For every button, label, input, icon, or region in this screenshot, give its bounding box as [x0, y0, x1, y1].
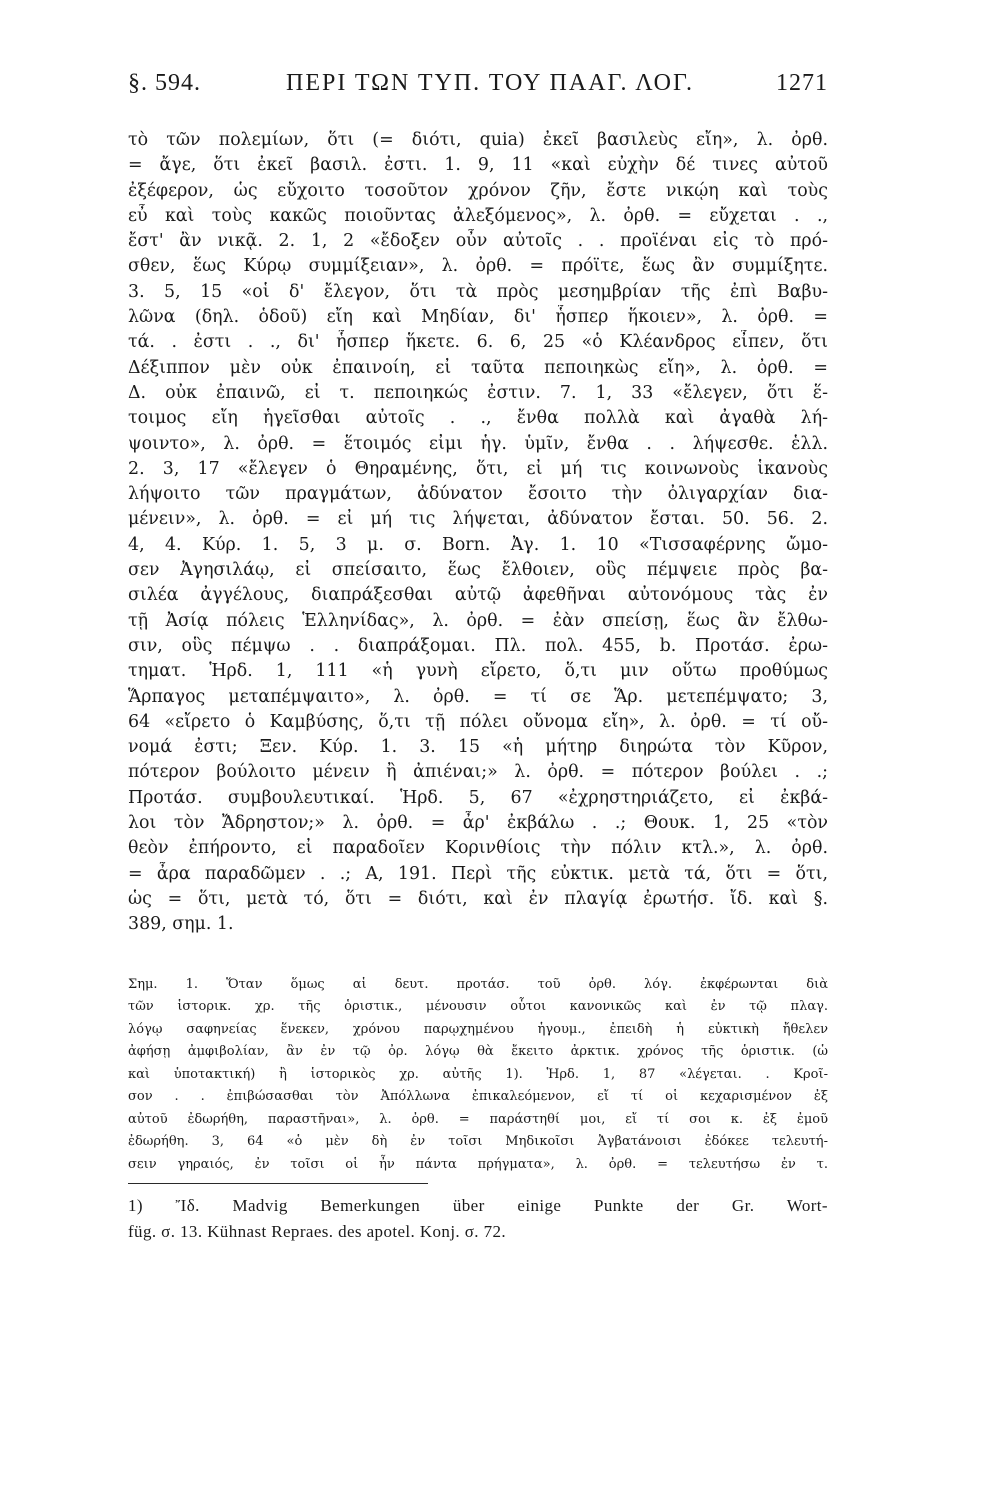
- text-line: 64 «εἴρετο ὁ Καμβύσης, ὅ,τι τῇ πόλει οὔνομα εἴη», λ. ὀρθ. = τί οὔ-: [128, 711, 828, 732]
- text-line: 4, 4. Κύρ. 1. 5, 3 μ. σ. Born. Ἀγ. 1. 10 «Τισσαφέρνης ὤμο-: [128, 534, 828, 555]
- text-line: σεν Ἀγησιλάῳ, εἰ σπείσαιτο, ἕως ἔλθοιεν, οὓς πέμψειε πρὸς βα-: [128, 560, 828, 581]
- text-line: πότερον βούλοιτο μένειν ἢ ἀπιέναι;» λ. ὀρθ. = πότερον βούλει . .;: [128, 762, 828, 783]
- page-number: 1271: [776, 70, 828, 96]
- note-line: Σημ. 1. Ὅταν ὅμως αἱ δευτ. προτάσ. τοῦ ὀρθ. λόγ. ἐκφέρωνται διὰ: [128, 976, 828, 992]
- note-paragraph: [128, 974, 828, 1177]
- text-line: λήψοιτο τῶν πραγμάτων, ἀδύνατον ἔσοιτο τὴν ὀλιγαρχίαν δια-: [128, 484, 828, 505]
- text-line: τοιμος εἴη ἡγεῖσθαι αὐτοῖς . ., ἔνθα πολλὰ καὶ ἀγαθὰ λή-: [128, 408, 828, 429]
- text-line: τηματ. Ἡρδ. 1, 111 «ἡ γυνὴ εἴρετο, ὅ,τι μιν οὕτω προθύμως: [128, 661, 828, 682]
- text-line: λοι τὸν Ἄδρηστον;» λ. ὀρθ. = ἆρ' ἐκβάλω . .; Θουκ. 1, 25 «τὸν: [128, 813, 828, 834]
- note-line: ἀφήσῃ ἀμφιβολίαν, ἂν ἐν τῷ ὀρ. λόγῳ θὰ ἔκειτο ἀρκτικ. χρόνος τῆς ὁριστικ. (ὡ: [128, 1044, 828, 1059]
- main-text: [128, 128, 828, 938]
- text-line: ψοιντο», λ. ὀρθ. = ἕτοιμός εἰμι ἡγ. ὑμῖν, ἔνθα . . λήψεσθε. ἑλλ.: [128, 433, 828, 454]
- running-title: ΠΕΡΙ ΤΩΝ ΤΥΠ. ΤΟΥ ΠΑΑΓ. ΛΟΓ.: [286, 70, 694, 96]
- running-head: [128, 70, 828, 110]
- footnote: [128, 1193, 828, 1245]
- text-line: σιλέα ἀγγέλους, διαπράξεσθαι αὐτῷ ἀφεθῆναι αὐτονόμους τὰς ἐν: [128, 585, 828, 606]
- section-number: §. 594.: [128, 70, 201, 96]
- text-line: σθεν, ἕως Κύρῳ συμμίξειαν», λ. ὀρθ. = πρόϊτε, ἕως ἂν συμμίξητε.: [128, 256, 828, 277]
- text-line: ἐξέφερον, ὡς εὔχοιτο τοσοῦτον χρόνον ζῆν, ἔστε νικῴη καὶ τοὺς: [128, 180, 828, 201]
- text-line: 389, σημ. 1.: [128, 914, 234, 935]
- text-line: νομά ἐστι; Ξεν. Κύρ. 1. 3. 15 «ἡ μήτηρ διηρώτα τὸν Κῦρον,: [128, 737, 828, 758]
- text-line: 3. 5, 15 «οἱ δ' ἔλεγον, ὅτι τὰ πρὸς μεσημβρίαν τῆς ἐπὶ Βαβυ-: [128, 281, 828, 302]
- text-line: Προτάσ. συμβουλευτικαί. Ἡρδ. 5, 67 «ἐχρηστηριάζετο, εἰ ἐκβά-: [128, 787, 828, 808]
- text-line: Δ. οὐκ ἐπαινῶ, εἰ τ. πεποιηκώς ἐστιν. 7. 1, 33 «ἔλεγεν, ὅτι ἕ-: [128, 382, 828, 403]
- text-line: λῶνα (δηλ. ὁδοῦ) εἴη καὶ Μηδίαν, δι' ἧσπερ ἥκοιεν», λ. ὀρθ. =: [128, 307, 828, 328]
- text-line: 2. 3, 17 «ἔλεγεν ὁ Θηραμένης, ὅτι, εἰ μή τις κοινωνοὺς ἱκανοὺς: [128, 458, 828, 479]
- text-line: εὖ καὶ τοὺς κακῶς ποιοῦντας ἀλεξόμενος», λ. ὀρθ. = εὔχεται . .,: [128, 205, 828, 226]
- text-line: Δέξιππον μὲν οὐκ ἐπαινοίη, εἰ ταῦτα πεποιηκὼς εἴη», λ. ὀρθ. =: [128, 357, 828, 378]
- text-line: τῇ Ἀσίᾳ πόλεις Ἑλληνίδας», λ. ὀρθ. = ἐὰν σπείσῃ, ἕως ἂν ἔλθω-: [128, 610, 828, 631]
- note-line: λόγῳ σαφηνείας ἕνεκεν, χρόνου παρῳχημένου ἡγουμ., ἐπειδὴ ἡ εὐκτικὴ ἤθελεν: [128, 1021, 828, 1037]
- footnote-rule: [128, 1183, 428, 1184]
- text-line: σιν, οὓς πέμψω . . διαπράξομαι. Πλ. πολ. 455, b. Προτάσ. ἐρω-: [128, 635, 828, 656]
- text-line: = ἆρα παραδῶμεν . .; Α, 191. Περὶ τῆς εὐκτικ. μετὰ τά, ὅτι = ὅτι,: [128, 863, 828, 884]
- note-line: ἐδωρήθη. 3, 64 «ὁ μὲν δὴ ἐν τοῖσι Μηδικοῖσι Ἀγβατάνοισι ἐδόκεε τελευτή-: [128, 1134, 828, 1149]
- text-line: τά. . ἐστι . ., δι' ἧσπερ ἥκετε. 6. 6, 25 «ὁ Κλέανδρος εἶπεν, ὅτι: [128, 332, 828, 353]
- note-line: σειν γηραιός, ἐν τοῖσι οἱ ἦν πάντα πρήγματα», λ. ὀρθ. = τελευτήσω ἐν τ.: [128, 1156, 828, 1172]
- note-line: σον . . ἐπιβώσασθαι τὸν Ἀπόλλωνα ἐπικαλεόμενον, εἴ τί οἱ κεχαρισμένον ἐξ: [128, 1089, 828, 1104]
- note-line: αὐτοῦ ἐδωρήθη, παραστῆναι», λ. ὀρθ. = παράστηθί μοι, εἴ τί σοι κ. ἐξ ἐμοῦ: [128, 1111, 828, 1127]
- text-line: ὡς = ὅτι, μετὰ τό, ὅτι = διότι, καὶ ἐν πλαγίᾳ ἐρωτήσ. ἴδ. καὶ §.: [128, 888, 828, 909]
- note-line: τῶν ἱστορικ. χρ. τῆς ὁριστικ., μένουσιν οὗτοι κανονικῶς καὶ ἐν τῷ πλαγ.: [128, 999, 828, 1014]
- footnote-line: füg. σ. 13. Kühnast Repraes. des apotel. Konj. σ. 72.: [128, 1222, 507, 1241]
- text-line: Ἅρπαγος μεταπέμψαιτο», λ. ὀρθ. = τί σε Ἅρ. μετεπέμψατο; 3,: [128, 686, 828, 707]
- text-line: θεὸν ἐπήροντο, εἰ παραδοῖεν Κορινθίοις τὴν πόλιν κτλ.», λ. ὀρθ.: [128, 838, 828, 859]
- text-line: ἔστ' ἂν νικᾷ. 2. 1, 2 «ἔδοξεν οὖν αὐτοῖς . . προϊέναι εἰς τὸ πρό-: [128, 231, 828, 252]
- text-line: τὸ τῶν πολεμίων, ὅτι (= διότι, quia) ἐκεῖ βασιλεὺς εἴη», λ. ὀρθ.: [128, 130, 828, 150]
- book-page: [128, 70, 828, 1245]
- text-line: μένειν», λ. ὀρθ. = εἰ μή τις λήψεται, ἀδύνατον ἔσται. 50. 56. 2.: [128, 509, 828, 530]
- footnote-line: 1) Ἴδ. Madvig Bemerkungen über einige Punkte der Gr. Wort-: [128, 1196, 828, 1215]
- text-line: = ἄγε, ὅτι ἐκεῖ βασιλ. ἐστι. 1. 9, 11 «καὶ εὐχὴν δέ τινες αὐτοῦ: [128, 155, 828, 176]
- note-line: καὶ ὑποτακτική) ἢ ἱστορικὸς χρ. αὐτῆς 1). Ἡρδ. 1, 87 «λέγεται. . Κροῖ-: [128, 1066, 828, 1082]
